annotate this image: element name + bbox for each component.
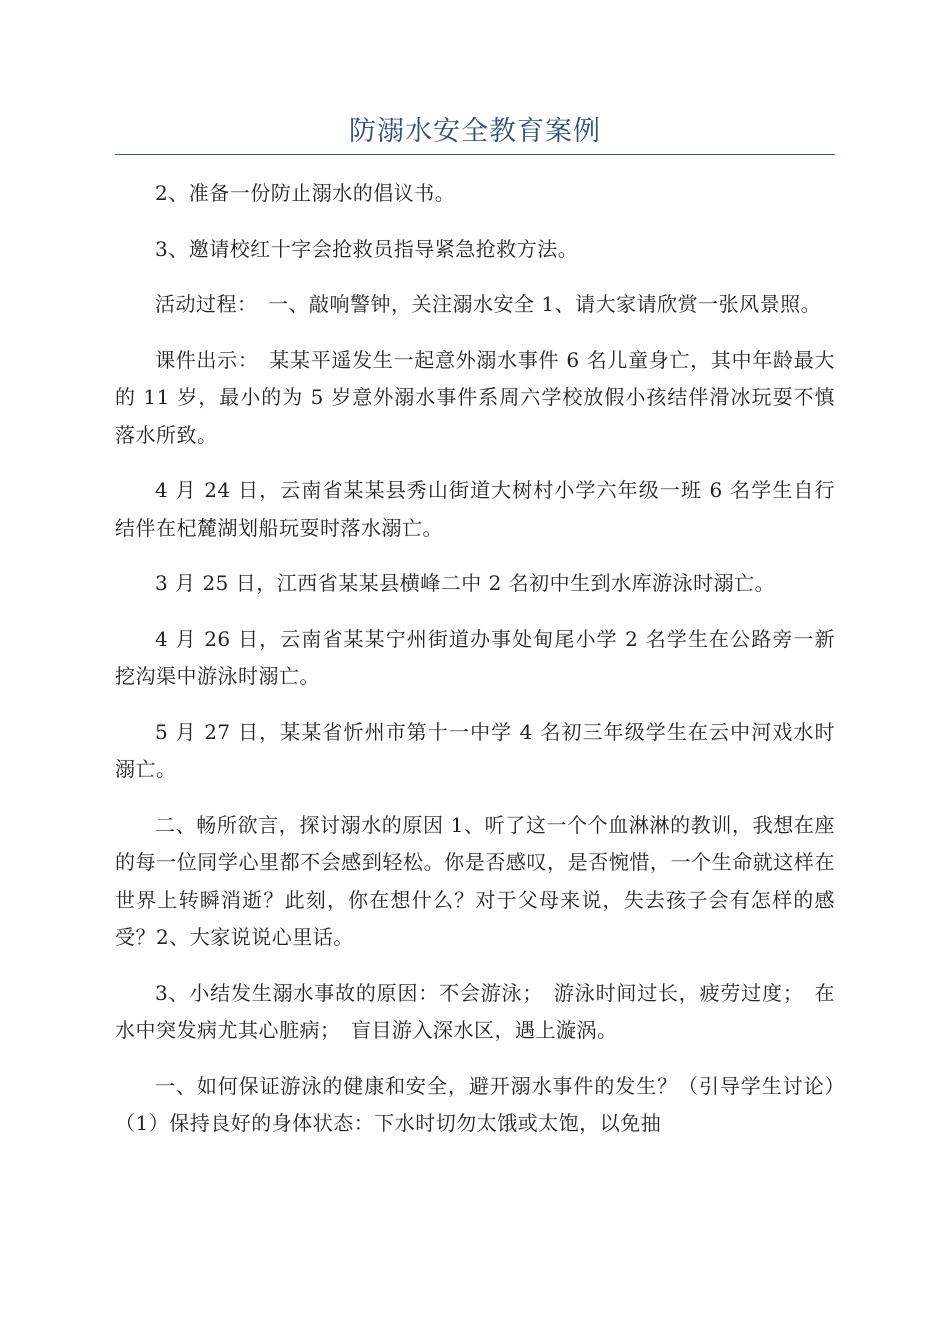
paragraph-2: 3、邀请校红十字会抢救员指导紧急抢救方法。 <box>155 236 579 261</box>
paragraph-9: 二、畅所欲言，探讨溺水的原因 1、听了这一个个血淋淋的教训，我想在座的每一位同学心里都不会感到轻松。你是否感叹，是否惋惜，一个生命就这样在世界上转瞬消逝？此刻，你在想什么？对于父母来说，失去孩子会有怎样的感受？2、大家说说心里话。 <box>115 812 835 949</box>
title-underline <box>115 154 835 155</box>
paragraph-4: 课件出示： 某某平遥发生一起意外溺水事件 6 名儿童身亡，其中年龄最大的 11 岁，最小的为 5 岁意外溺水事件系周六学校放假小孩结伴滑冰玩耍不慎落水所致。 <box>115 347 835 447</box>
paragraph-10: 3、小结发生溺水事故的原因：不会游泳； 游泳时间过长，疲劳过度； 在水中突发病尤其心脏病； 盲目游入深水区，遇上漩涡。 <box>115 980 835 1042</box>
paragraph-5: 4 月 24 日，云南省某某县秀山街道大树村小学六年级一班 6 名学生自行结伴在杞麓湖划船玩耍时落水溺亡。 <box>115 478 835 540</box>
paragraph-11: 一、如何保证游泳的健康和安全，避开溺水事件的发生？（引导学生讨论） （1）保持良好的身体状态：下水时切勿太饿或太饱，以免抽 <box>115 1073 856 1135</box>
paragraph-8: 5 月 27 日，某某省忻州市第十一中学 4 名初三年级学生在云中河戏水时溺亡。 <box>115 719 835 781</box>
paragraph-7: 4 月 26 日，云南省某某宁州街道办事处甸尾小学 2 名学生在公路旁一新挖沟渠中游泳时溺亡。 <box>115 626 835 688</box>
paragraph-3: 活动过程： 一、敲响警钟，关注溺水安全 1、请大家请欣赏一张风景照。 <box>155 292 822 316</box>
paragraph-6: 3 月 25 日，江西省某某县横峰二中 2 名初中生到水库游泳时溺亡。 <box>155 571 776 595</box>
paragraph-1: 2、准备一份防止溺水的倡议书。 <box>155 181 456 205</box>
document-title: 防溺水安全教育案例 <box>349 116 601 147</box>
document-body <box>115 175 856 1161</box>
